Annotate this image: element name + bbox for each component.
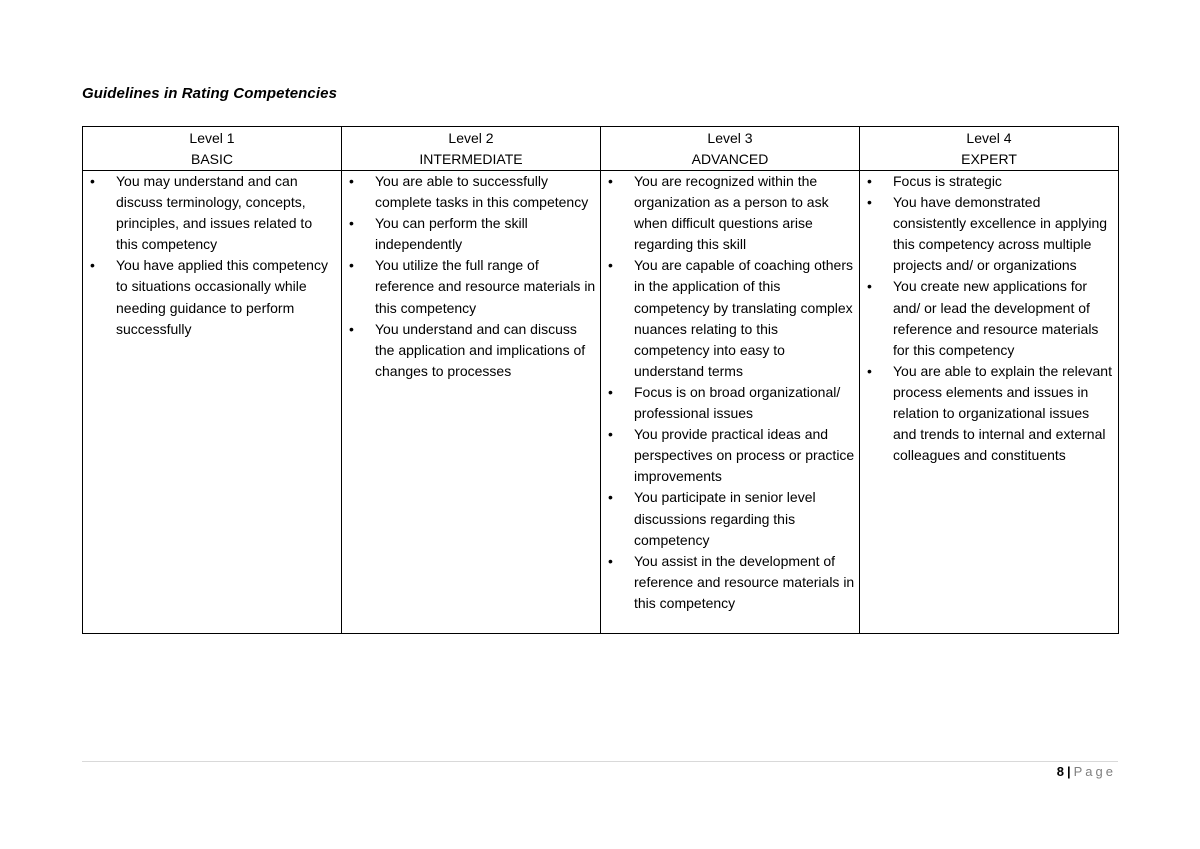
list-item: • You are able to successfully complete tasks in this competency: [342, 171, 596, 213]
level-3-bullet-list: [601, 171, 855, 614]
list-item: • You utilize the full range of reference and resource materials in this competency: [342, 255, 596, 318]
level-3-header: [601, 127, 860, 171]
table-header-row: [83, 127, 1119, 171]
list-item: • You can perform the skill independently: [342, 213, 596, 255]
competency-rating-table: [82, 126, 1119, 634]
level-1-number: Level 1: [189, 130, 235, 146]
level-2-name: INTERMEDIATE: [419, 151, 523, 167]
list-item: • You are capable of coaching others in the application of this competency by translating complex nuances relating to this competency into easy to understand terms: [601, 255, 855, 382]
level-2-bullet-list: [342, 171, 596, 382]
list-item: • You assist in the development of reference and resource materials in this competency: [601, 551, 855, 614]
level-3-name: ADVANCED: [691, 151, 769, 167]
level-1-bullet-list: [83, 171, 337, 340]
table-body-row: [83, 171, 1119, 634]
level-2-cell: [342, 171, 601, 634]
level-3-cell: [601, 171, 860, 634]
page-footer: [1057, 764, 1116, 780]
page-separator: |: [1066, 764, 1071, 779]
level-3-number: Level 3: [707, 130, 753, 146]
list-item: • You may understand and can discuss terminology, concepts, principles, and issues related to this competency: [83, 171, 337, 255]
level-1-name: BASIC: [190, 151, 233, 167]
level-1-header: [83, 127, 342, 171]
level-4-cell: [860, 171, 1119, 634]
level-1-cell: [83, 171, 342, 634]
level-4-header: [860, 127, 1119, 171]
footer-divider: [82, 761, 1118, 762]
page-number: 8: [1056, 764, 1064, 779]
list-item: • Focus is strategic: [860, 171, 1114, 192]
list-item: • You have demonstrated consistently excellence in applying this competency across multiple projects and/ or organizations: [860, 192, 1114, 276]
list-item: • You are able to explain the relevant process elements and issues in relation to organizational issues and trends to internal and external colleagues and constituents: [860, 361, 1114, 466]
list-item: • Focus is on broad organizational/ professional issues: [601, 382, 855, 424]
list-item: • You provide practical ideas and perspectives on process or practice improvements: [601, 424, 855, 487]
level-2-number: Level 2: [448, 130, 494, 146]
list-item: • You create new applications for and/ or lead the development of reference and resource materials for this competency: [860, 276, 1114, 360]
list-item: • You understand and can discuss the application and implications of changes to processes: [342, 319, 596, 382]
list-item: • You are recognized within the organization as a person to ask when difficult questions arise regarding this skill: [601, 171, 855, 255]
level-4-number: Level 4: [966, 130, 1012, 146]
level-4-bullet-list: [860, 171, 1114, 466]
page-label: Page: [1073, 764, 1116, 779]
level-2-header: [342, 127, 601, 171]
list-item: • You participate in senior level discussions regarding this competency: [601, 487, 855, 550]
level-4-name: EXPERT: [961, 151, 1017, 167]
list-item: • You have applied this competency to situations occasionally while needing guidance to perform successfully: [83, 255, 337, 339]
page-title: Guidelines in Rating Competencies: [82, 85, 338, 102]
